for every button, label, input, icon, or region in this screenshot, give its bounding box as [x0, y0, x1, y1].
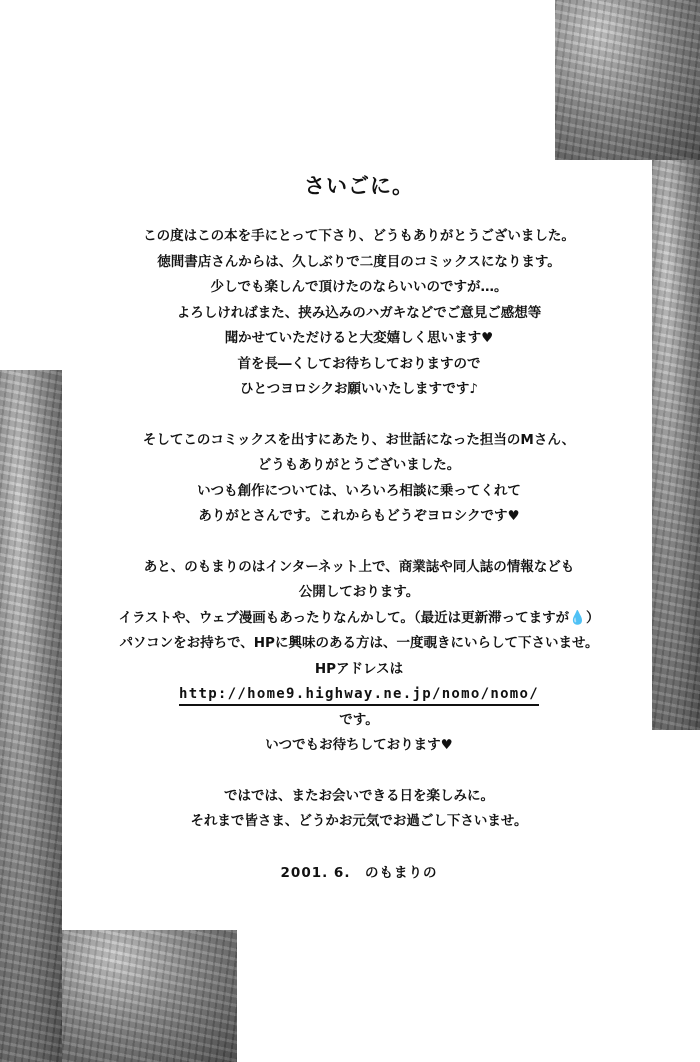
- paragraph-editor: [66, 428, 652, 530]
- text-line: あと、のもまりのはインターネット上で、商業誌や同人誌の情報なども: [143, 558, 575, 575]
- paragraph-farewell: [66, 784, 652, 835]
- text-line: ありがとさんです。これからもどうぞヨロシクです♥: [198, 508, 520, 524]
- paragraph-homepage: [66, 555, 652, 759]
- text-line: いつでもお待ちしております♥: [265, 737, 453, 753]
- text-line: この度はこの本を手にとって下さり、どうもありがとうございました。: [143, 228, 575, 244]
- signature-date: 2001. 6. のもまりの: [280, 864, 438, 881]
- paragraph-gap: [66, 530, 652, 555]
- text-line: 首を長―くしてお待ちしておりますので: [237, 355, 481, 372]
- text-line: ひとつヨロシクお願いいたしますです♪: [240, 381, 478, 397]
- photo-background-top-right: [555, 0, 700, 160]
- text-line: 公開しております。: [298, 584, 420, 600]
- text-line: どうもありがとうございました。: [257, 457, 461, 473]
- photo-background-bottom: [62, 930, 237, 1062]
- text-line: 徳間書店さんからは、久しぶりで二度目のコミックスになります。: [157, 253, 561, 270]
- paragraph-thanks: [66, 224, 652, 403]
- text-line: 少しでも楽しんで頂けたのならいいのですが…。: [210, 279, 508, 295]
- photo-background-left: [0, 370, 62, 1062]
- text-line: 聞かせていただけると大変嬉しく思います♥: [224, 330, 494, 346]
- homepage-url: http://home9.highway.ne.jp/nomo/nomo/: [179, 684, 539, 706]
- text-line: パソコンをお持ちで、HPに興味のある方は、一度覗きにいらして下さいませ。: [119, 635, 599, 651]
- paragraph-gap: [66, 403, 652, 428]
- afterword-text: [66, 160, 652, 881]
- paragraph-gap: [66, 759, 652, 784]
- text-line: ではでは、またお会いできる日を楽しみに。: [224, 787, 494, 804]
- photo-background-right: [652, 160, 700, 730]
- text-line: そしてこのコミックスを出すにあたり、お世話になった担当のMさん、: [142, 431, 576, 448]
- text-line: です。: [339, 711, 379, 728]
- page-title: さいごに。: [304, 174, 414, 198]
- text-line: よろしければまた、挟み込みのハガキなどでご意見ご感想等: [176, 304, 542, 321]
- text-line: HPアドレスは: [314, 660, 404, 677]
- text-line: いつも創作については、いろいろ相談に乗ってくれて: [197, 482, 521, 499]
- url-line: [66, 682, 652, 708]
- text-line: イラストや、ウェブ漫画もあったりなんかして。（最近は更新滞ってますが💧）: [118, 609, 600, 626]
- text-line: それまで皆さま、どうかお元気でお過ごし下さいませ。: [190, 813, 528, 829]
